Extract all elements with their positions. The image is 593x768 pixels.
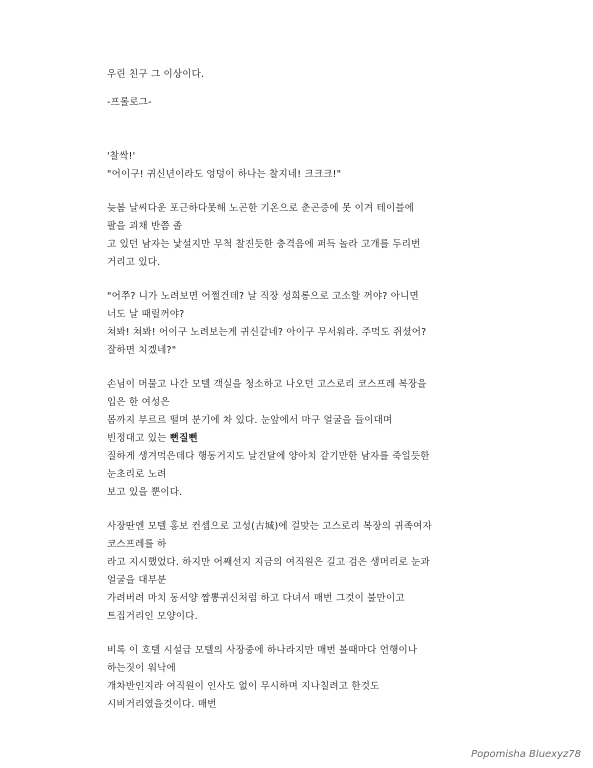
text-line: 팔을 괴채 반쯤 졸 (107, 221, 183, 232)
text-line: 손님이 머물고 나간 모텔 객실을 청소하고 나오던 고스로리 코스프레 복장을 (107, 379, 427, 390)
spacer (107, 112, 487, 148)
text-line: 라고 지시했었다. 하지만 어째선지 지금의 여직원은 길고 검은 생머리로 눈과 (107, 557, 430, 568)
spacer (107, 360, 487, 376)
document-body (107, 66, 487, 714)
text-line: 눈초리로 노려 (107, 469, 167, 480)
text-line: 늦봄 날씨다운 포근하다못해 노곤한 기온으로 춘곤증에 못 이겨 테이블에 (107, 203, 415, 214)
text-line: 개차반인지라 여직원이 인사도 없이 무시하며 지나칠려고 한것도 (107, 681, 380, 692)
paragraph-1 (107, 148, 487, 184)
text-line: "어쭈? 니가 노려보면 어쩔건데? 날 직장 성희롱으로 고소할 꺼야? 아니면 (107, 291, 419, 302)
text-line: 하는짓이 워낙에 (107, 663, 176, 674)
watermark-text: Popomisha Bluexyz78 (471, 749, 581, 760)
text-line: 입은 한 여성은 (107, 397, 170, 408)
spacer (107, 184, 487, 200)
text-line: 시비거리였을것이다. 매번 (107, 699, 217, 710)
text-line: 몸까지 부르르 떨며 분기에 차 있다. 눈앞에서 마구 얼굴을 들이대며 (107, 415, 393, 426)
bold-word: 뻔질뻔 (169, 433, 198, 444)
paragraph-2 (107, 200, 487, 272)
spacer (107, 272, 487, 288)
paragraph-4 (107, 376, 487, 502)
paragraph-6 (107, 642, 487, 714)
text-line: 너도 날 때릴꺼야? (107, 309, 185, 320)
text-line: 거리고 있다. (107, 257, 161, 268)
text-line: 보고 있을 뿐이다. (107, 487, 183, 498)
paragraph-3 (107, 288, 487, 360)
spacer (107, 626, 487, 642)
text-line: 얼굴을 대부분 (107, 575, 167, 586)
text-line: 비록 이 호텔 시설급 모텔의 사장중에 하나라지만 매번 볼때마다 언행이나 (107, 645, 418, 656)
spacer (107, 84, 487, 94)
text-line: 트집거리인 모양이다. (107, 611, 198, 622)
spacer (107, 502, 487, 518)
text-line: 쳐봐! 쳐봐! 어이구 노려보는게 귀신같네? 아이구 무서워라. 주먹도 쥐셨어? (107, 327, 427, 338)
text-segment: 빈정대고 있는 (107, 433, 170, 444)
opening-line: 우린 친구 그 이상이다. (107, 69, 205, 80)
text-line: 고 있던 남자는 낯설지만 무척 찰진듯한 충격음에 퍼득 놀라 고개를 두리번 (107, 239, 421, 250)
text-line: 사장딴엔 모텔 홍보 컨셉으로 고성(古城)에 걸맞는 고스로리 복장의 귀족여자 (107, 521, 432, 532)
dialogue-line: '찰싹!' (107, 151, 136, 162)
dialogue-line: "어이구! 귀신년이라도 엉덩이 하나는 찰지네! 크크크!" (107, 169, 342, 180)
paragraph-5 (107, 518, 487, 626)
section-title: -프롤로그- (107, 97, 152, 108)
text-line: 질하게 생겨먹은데다 행동거지도 날건달에 양아치 같기만한 남자를 죽일듯한 (107, 451, 430, 462)
text-line (107, 430, 487, 448)
text-line: 가려버려 마치 동서양 짬뽕귀신처럼 하고 다녀서 매번 그것이 불만이고 (107, 593, 405, 604)
text-line: 잘하면 치겠네?" (107, 345, 177, 356)
text-line: 코스프레를 하 (107, 539, 167, 550)
